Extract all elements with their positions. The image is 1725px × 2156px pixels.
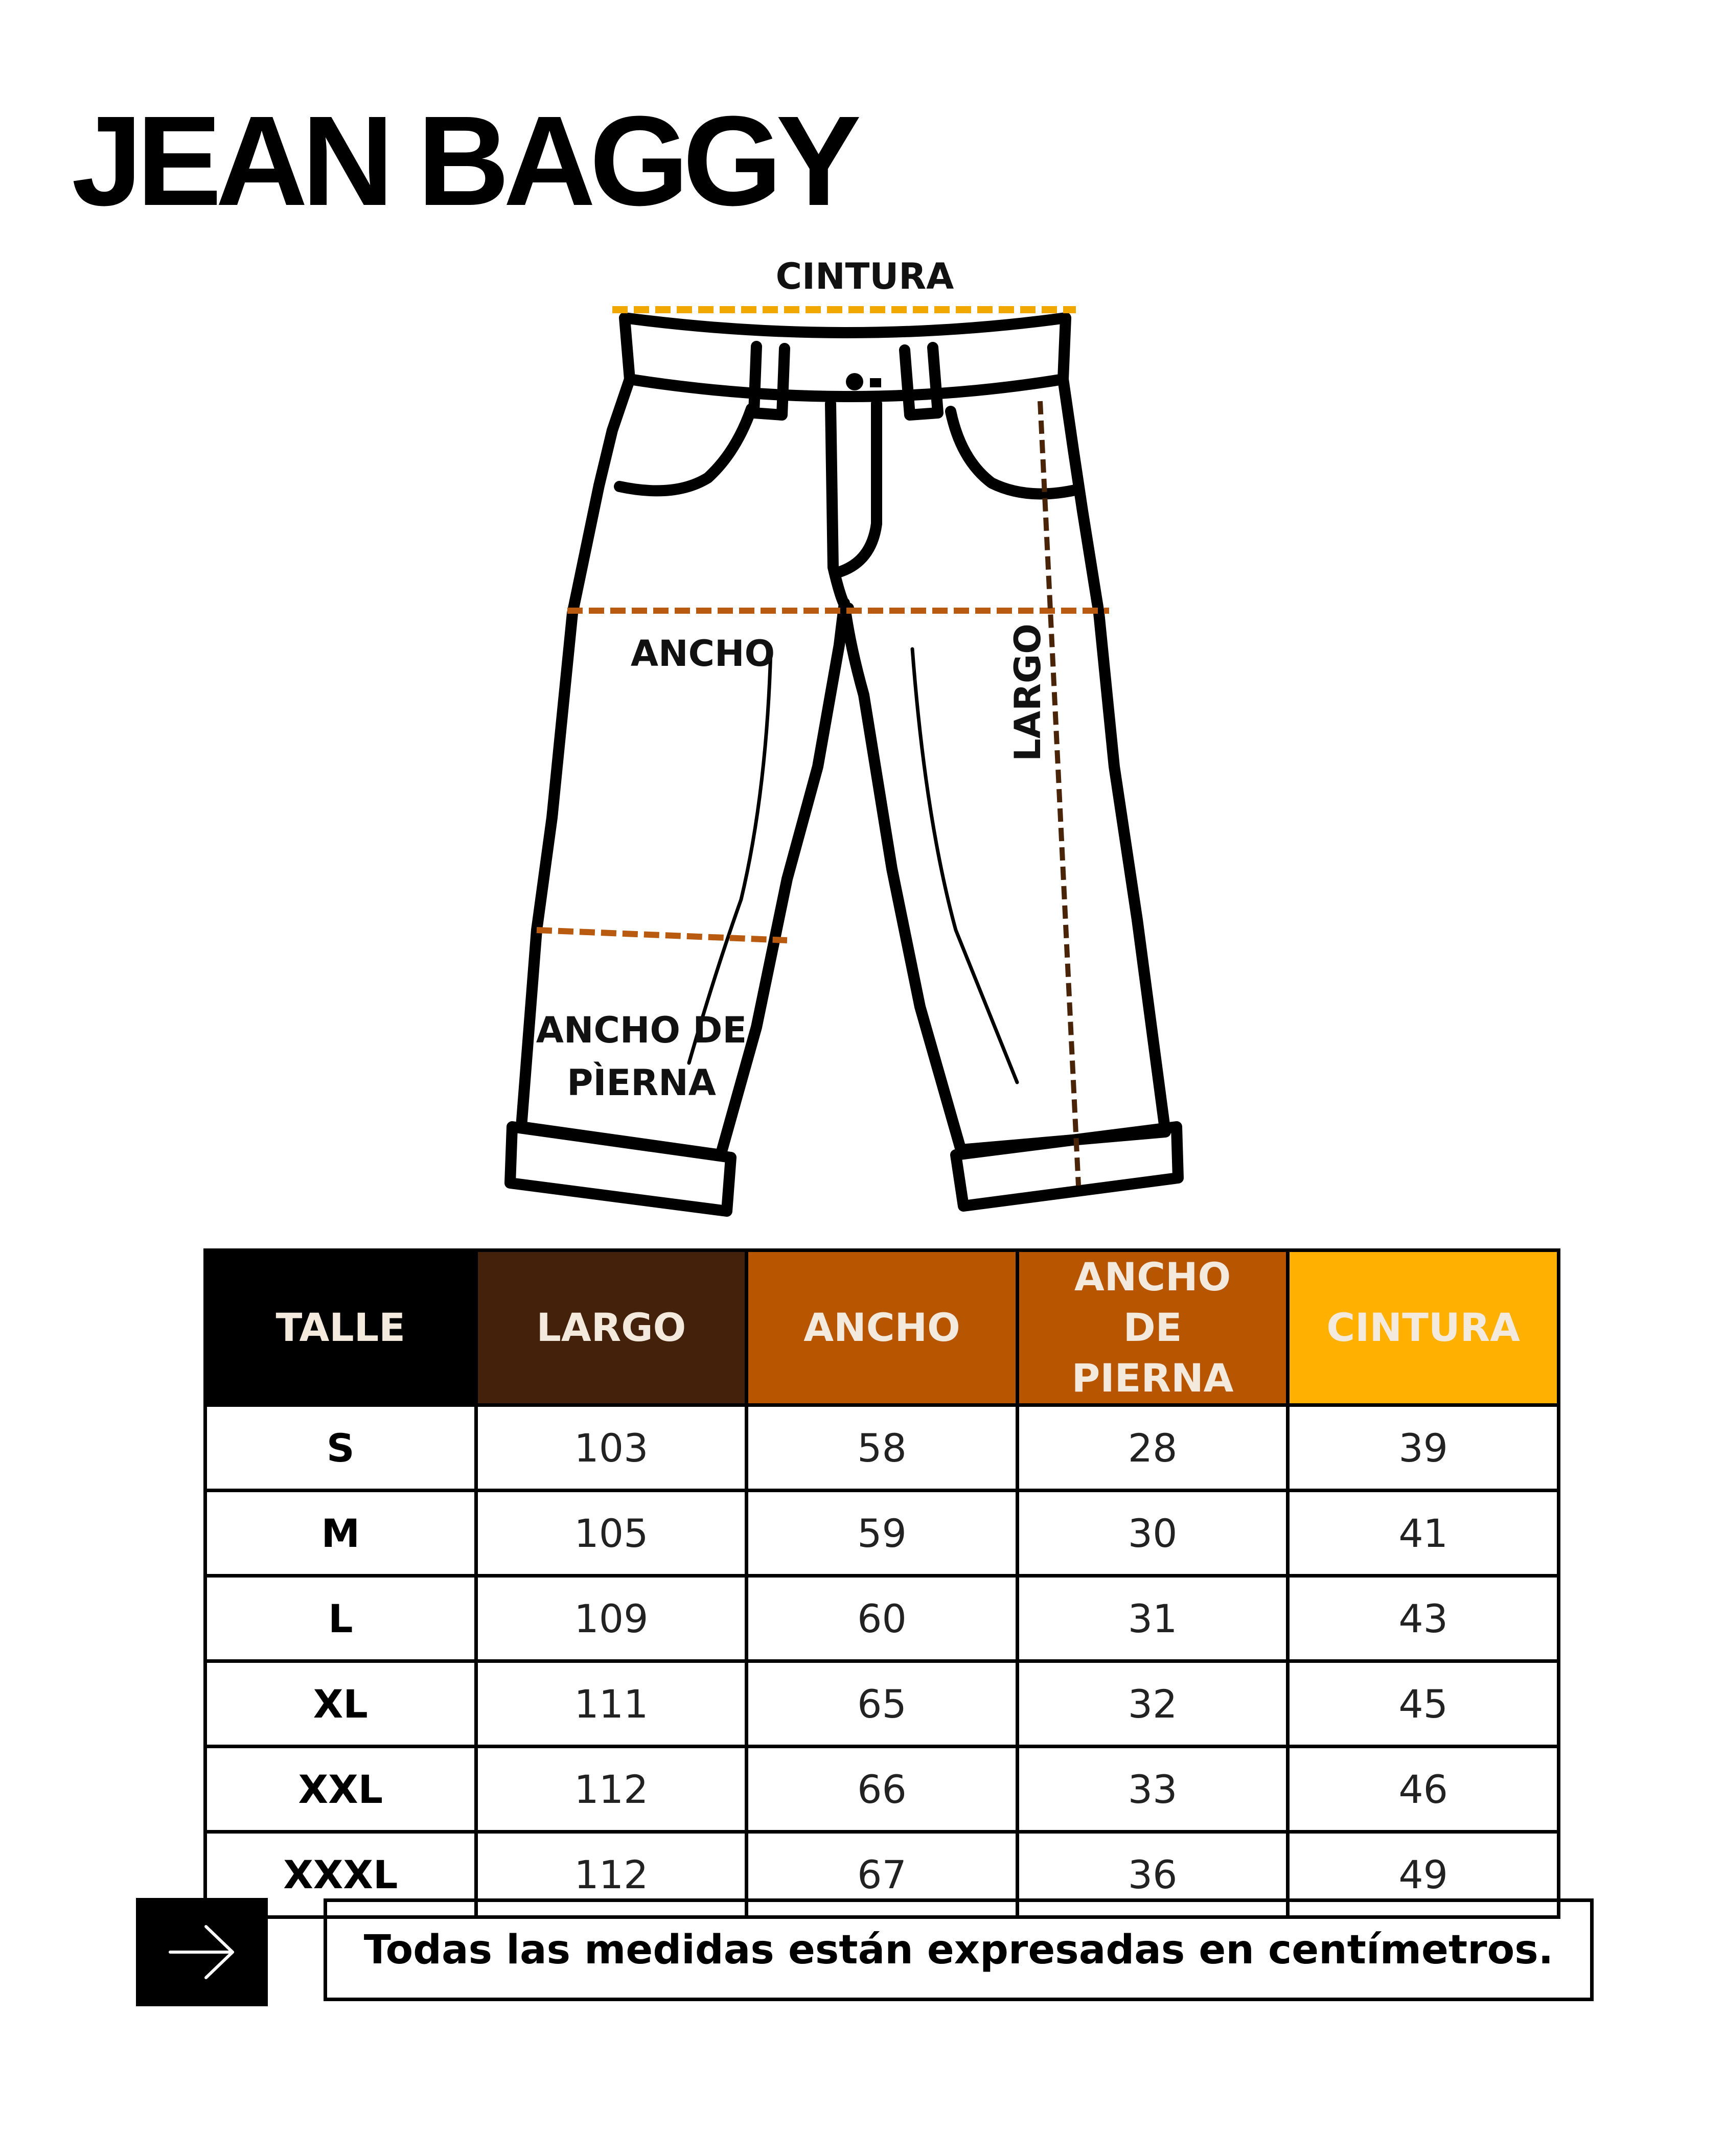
button-dot	[846, 373, 863, 390]
left-pocket	[619, 409, 751, 491]
measurement-note: Todas las medidas están expresadas en centímetros.	[324, 1898, 1594, 2001]
value-cell: 33	[1017, 1747, 1288, 1832]
table-row	[205, 1576, 1559, 1661]
value-cell: 109	[476, 1576, 747, 1661]
ancho-label: ANCHO	[630, 633, 775, 675]
value-cell: 32	[1017, 1661, 1288, 1747]
ancho-pierna-label-line2: PÌERNA	[567, 1062, 716, 1104]
fly-stitch	[838, 404, 877, 572]
value-cell: 105	[476, 1491, 747, 1576]
waistband-shape	[625, 318, 1066, 397]
size-cell: XXXL	[205, 1832, 476, 1917]
header-largo: LARGO	[476, 1250, 747, 1405]
value-cell: 39	[1288, 1405, 1559, 1491]
header-cintura: CINTURA	[1288, 1250, 1559, 1405]
header-ancho-de-pierna: ANCHO DE PIERNA	[1017, 1250, 1288, 1405]
value-cell: 31	[1017, 1576, 1288, 1661]
size-cell: XXL	[205, 1747, 476, 1832]
value-cell: 112	[476, 1832, 747, 1917]
value-cell: 58	[747, 1405, 1018, 1491]
value-cell: 30	[1017, 1491, 1288, 1576]
largo-measure-line	[1040, 401, 1078, 1186]
table-row	[205, 1491, 1559, 1576]
page-title: JEAN BAGGY	[72, 89, 856, 232]
value-cell: 43	[1288, 1576, 1559, 1661]
ancho-pierna-label-line1: ANCHO DE	[536, 1009, 747, 1051]
value-cell: 46	[1288, 1747, 1559, 1832]
value-cell: 103	[476, 1405, 747, 1491]
largo-label: LARGO	[1007, 623, 1049, 761]
value-cell: 36	[1017, 1832, 1288, 1917]
value-cell: 111	[476, 1661, 747, 1747]
size-cell: M	[205, 1491, 476, 1576]
value-cell: 67	[747, 1832, 1018, 1917]
left-cuff	[510, 1127, 731, 1211]
button-tab	[870, 378, 881, 387]
value-cell: 49	[1288, 1832, 1559, 1917]
belt-loop-right	[905, 347, 938, 415]
belt-loop-left	[754, 346, 785, 415]
value-cell: 65	[747, 1661, 1018, 1747]
table-body	[205, 1405, 1559, 1917]
table-row	[205, 1405, 1559, 1491]
value-cell: 60	[747, 1576, 1018, 1661]
cintura-label: CINTURA	[775, 256, 954, 297]
size-cell: L	[205, 1576, 476, 1661]
table-header-row	[205, 1250, 1559, 1405]
size-cell: XL	[205, 1661, 476, 1747]
ancho-pierna-measure-line	[537, 930, 787, 940]
value-cell: 45	[1288, 1661, 1559, 1747]
arrow-right-icon	[166, 1924, 238, 1980]
size-cell: S	[205, 1405, 476, 1491]
arrow-button[interactable]	[136, 1898, 268, 2006]
value-cell: 41	[1288, 1491, 1559, 1576]
right-pocket	[951, 411, 1077, 494]
table-row	[205, 1661, 1559, 1747]
value-cell: 112	[476, 1747, 747, 1832]
value-cell: 28	[1017, 1405, 1288, 1491]
value-cell: 59	[747, 1491, 1018, 1576]
table-row	[205, 1747, 1559, 1832]
value-cell: 66	[747, 1747, 1018, 1832]
header-ancho: ANCHO	[747, 1250, 1018, 1405]
header-talle: TALLE	[205, 1250, 476, 1405]
size-table	[203, 1248, 1560, 1919]
